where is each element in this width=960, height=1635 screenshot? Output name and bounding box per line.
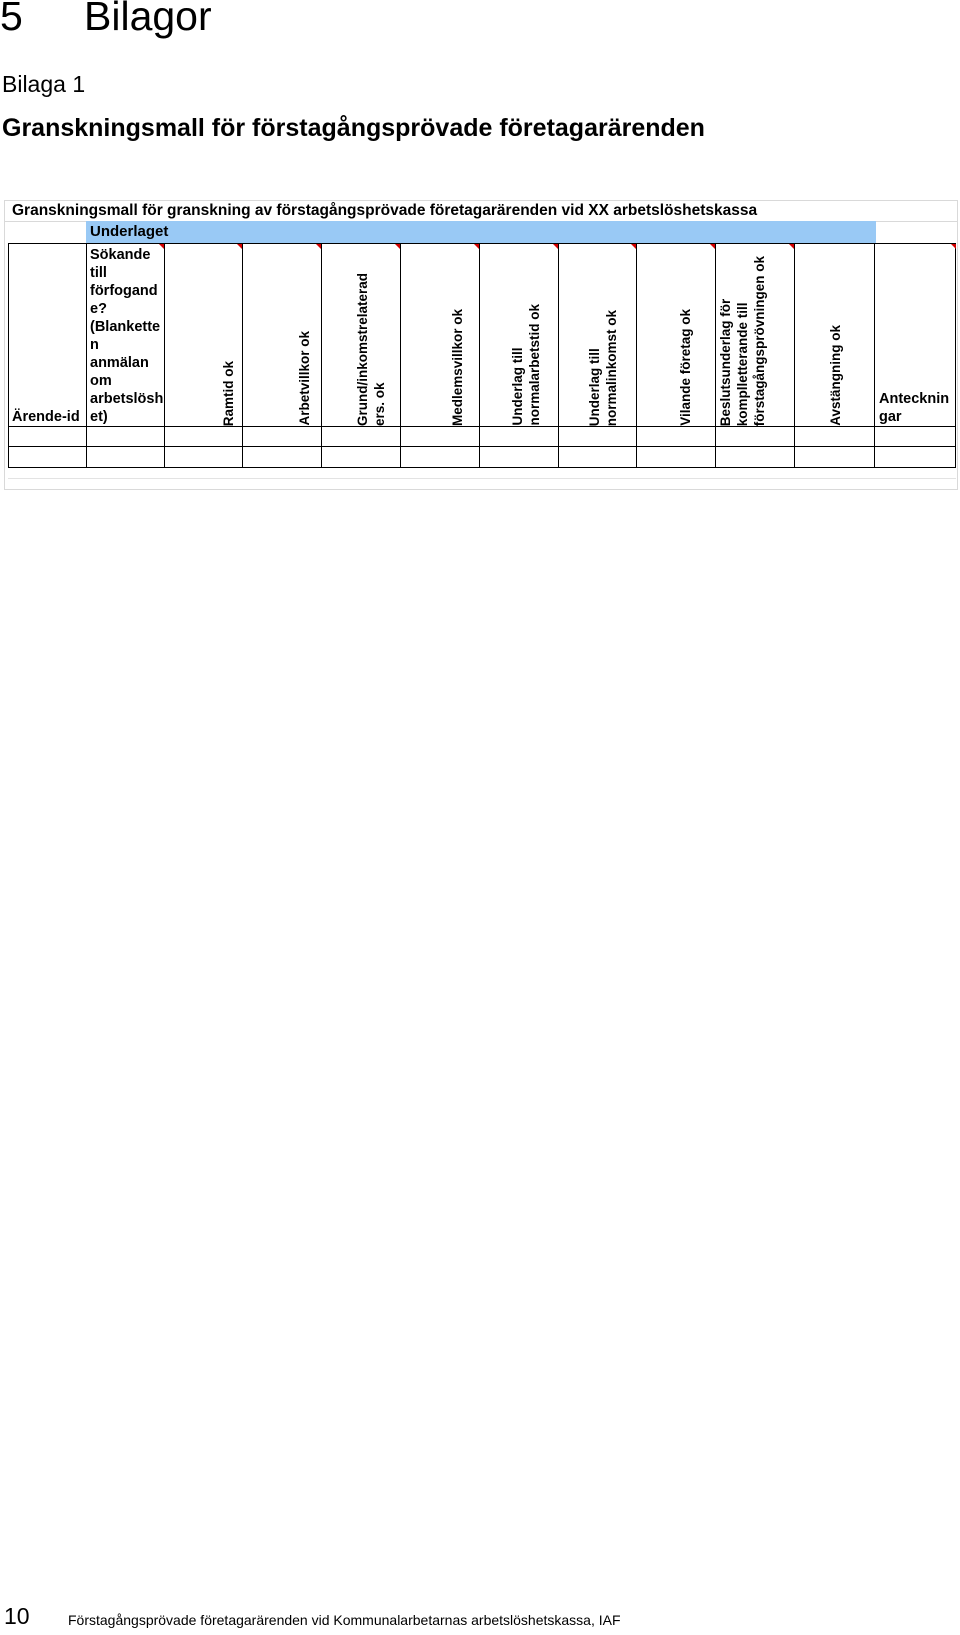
header-anteckningar-line: gar bbox=[879, 409, 902, 425]
header-avstangning: Avstängning ok bbox=[828, 325, 843, 426]
comment-marker bbox=[710, 244, 715, 249]
header-sokande-line: et) bbox=[90, 409, 108, 425]
section-title: Granskningsmall för förstagångsprövade företagarärenden bbox=[2, 114, 705, 142]
comment-marker bbox=[237, 244, 242, 249]
header-sokande-line: till bbox=[90, 265, 107, 281]
header-sokande-line: Sökande bbox=[90, 247, 151, 263]
header-anteckningar-line: Antecknin bbox=[879, 391, 950, 407]
header-anteckningar bbox=[879, 390, 949, 426]
appendix-label: Bilaga 1 bbox=[2, 71, 86, 97]
header-sokande-line: om bbox=[90, 373, 112, 389]
chapter-title: Bilagor bbox=[84, 0, 212, 39]
comment-marker bbox=[789, 244, 794, 249]
header-underlag-arbetstid: Underlag till normalarbetstid ok bbox=[510, 304, 542, 426]
header-grundinkomst: Grund/inkomstrelaterad ers. ok bbox=[355, 272, 387, 426]
page-footer bbox=[0, 1601, 960, 1631]
comment-marker bbox=[316, 244, 321, 249]
header-arende-id: Ärende-id bbox=[12, 409, 80, 425]
footer-text: Förstagångsprövade företagarärenden vid Kommunalarbetarnas arbetslöshetskassa, IAF bbox=[68, 1612, 621, 1628]
header-vilande-foretag: Vilande företag ok bbox=[678, 309, 693, 426]
comment-marker bbox=[631, 244, 636, 249]
header-sokande-line: e? bbox=[90, 301, 107, 317]
chapter-heading bbox=[0, 0, 212, 39]
header-sokande-line: arbetslösh bbox=[90, 391, 164, 407]
header-sokande-line: n bbox=[90, 337, 99, 353]
comment-marker bbox=[474, 244, 479, 249]
group-header-label: Underlaget bbox=[90, 223, 169, 240]
header-sokande bbox=[90, 246, 163, 426]
header-underlag-inkomst: Underlag till normalinkomst ok bbox=[587, 309, 619, 426]
header-beslutsunderlag: Beslutsunderlag för komplletterande till förstagångsprövningen ok bbox=[718, 255, 767, 426]
chapter-number: 5 bbox=[0, 0, 23, 39]
comment-marker bbox=[553, 244, 558, 249]
sheet-title: Granskningsmall för granskning av förstagångsprövade företagarärenden vid XX arbetslöshetskassa bbox=[12, 202, 758, 219]
page-number: 10 bbox=[4, 1603, 30, 1629]
header-arbetsvillkor: Arbetvillkor ok bbox=[297, 331, 312, 426]
header-ramtid: Ramtid ok bbox=[221, 360, 236, 426]
comment-marker bbox=[951, 244, 956, 249]
comment-marker bbox=[395, 244, 400, 249]
spreadsheet-image bbox=[4, 200, 958, 490]
header-sokande-line: förfogand bbox=[90, 283, 158, 299]
group-header-underlaget bbox=[86, 221, 876, 243]
header-medlemsvillkor: Medlemsvillkor ok bbox=[450, 308, 465, 426]
header-sokande-line: anmälan bbox=[90, 355, 149, 371]
header-sokande-line: (Blankette bbox=[90, 319, 161, 335]
